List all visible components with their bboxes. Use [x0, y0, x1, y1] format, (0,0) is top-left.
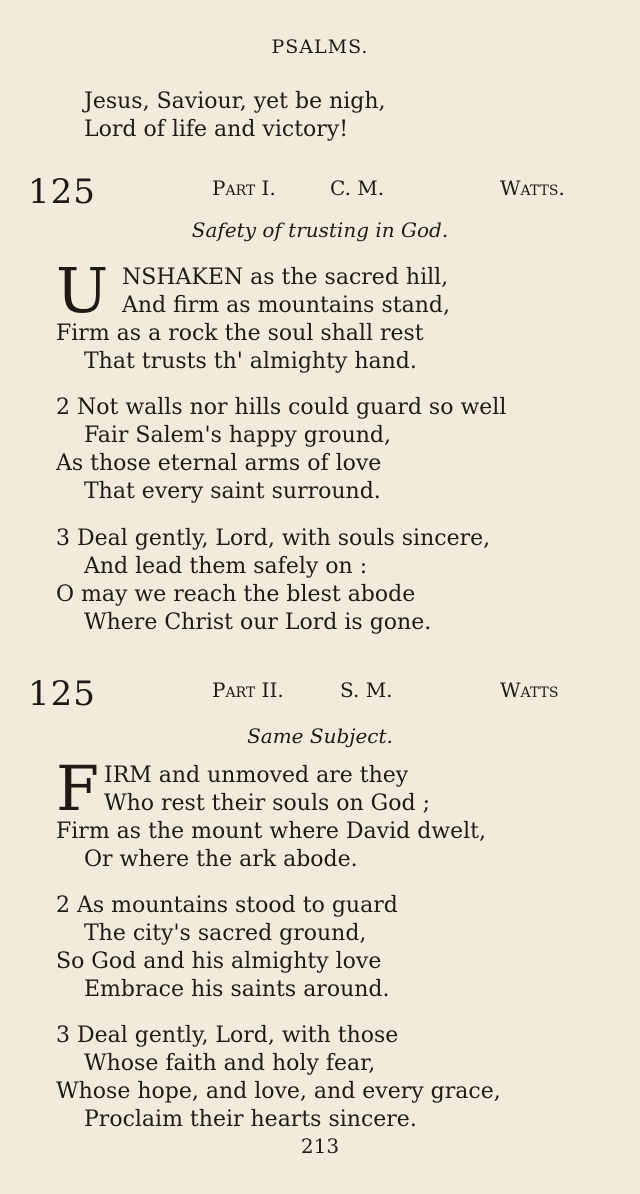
- verse-line: That trusts th' almighty hand.: [84, 349, 417, 374]
- verse-line: 2 As mountains stood to guard: [56, 893, 398, 918]
- verse-line: Whose hope, and love, and every grace,: [56, 1079, 501, 1104]
- verse-line: IRM and unmoved are they: [104, 763, 409, 788]
- page-number: 213: [300, 1134, 340, 1158]
- drop-cap: F: [56, 752, 100, 825]
- verse-line: NSHAKEN as the sacred hill,: [122, 265, 449, 290]
- hymn-part: Part II.: [212, 678, 284, 702]
- verse-line: Or where the ark abode.: [84, 847, 358, 872]
- verse-line: And firm as mountains stand,: [122, 293, 450, 318]
- hymn-number: 125: [28, 674, 96, 714]
- verse-line: 2 Not walls nor hills could guard so well: [56, 395, 507, 420]
- drop-cap: U: [56, 254, 109, 327]
- hymn-subtitle: Safety of trusting in God.: [191, 218, 449, 242]
- verse-line: Firm as the mount where David dwelt,: [56, 819, 487, 844]
- verse-line: That every saint surround.: [84, 479, 381, 504]
- verse-line: Firm as a rock the soul shall rest: [56, 321, 424, 346]
- carry-over-line: Jesus, Saviour, yet be nigh,: [84, 89, 386, 114]
- verse-line: And lead them safely on :: [84, 554, 368, 579]
- hymn-number: 125: [28, 172, 96, 212]
- hymn-author: Watts.: [500, 176, 565, 200]
- running-header: PSALMS.: [271, 36, 369, 58]
- verse-line: Proclaim their hearts sincere.: [84, 1107, 417, 1132]
- verse-line: Whose faith and holy fear,: [84, 1051, 376, 1076]
- verse-line: As those eternal arms of love: [56, 451, 382, 476]
- verse-line: So God and his almighty love: [56, 949, 382, 974]
- hymn-meter: C. M.: [330, 176, 385, 200]
- verse-line: The city's sacred ground,: [84, 921, 367, 946]
- hymn-author: Watts: [500, 678, 559, 702]
- verse-line: 3 Deal gently, Lord, with those: [56, 1023, 399, 1048]
- hymn-subtitle: Same Subject.: [247, 724, 393, 748]
- verse-line: Where Christ our Lord is gone.: [84, 610, 432, 635]
- verse-line: 3 Deal gently, Lord, with souls sincere,: [56, 526, 491, 551]
- verse-line: Fair Salem's happy ground,: [84, 423, 392, 448]
- hymn-part: Part I.: [212, 176, 276, 200]
- hymn-meter: S. M.: [340, 678, 393, 702]
- verse-line: Who rest their souls on God ;: [104, 791, 430, 816]
- verse-line: Embrace his saints around.: [84, 977, 390, 1002]
- verse-line: O may we reach the blest abode: [56, 582, 416, 607]
- carry-over-line: Lord of life and victory!: [84, 117, 349, 142]
